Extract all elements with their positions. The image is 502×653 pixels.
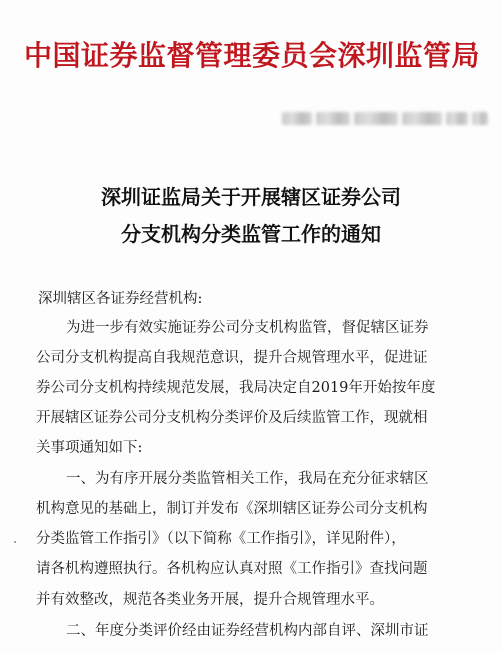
notice-title-line-1: 深圳证监局关于开展辖区证券公司	[101, 185, 401, 209]
redaction-block	[316, 112, 350, 125]
salutation: 深圳辖区各证券经营机构:	[38, 291, 203, 307]
body-line: 开展辖区证券公司分支机构分类评价及后续监管工作，现就相	[36, 410, 428, 426]
redaction-block	[472, 112, 488, 125]
redaction-block	[446, 112, 468, 125]
body-line: 为进一步有效实施证券公司分支机构监管，督促辖区证券	[66, 320, 429, 336]
body-line: 机构意见的基础上，制订并发布《深圳辖区证券公司分支机构	[36, 501, 428, 517]
redaction-block	[402, 112, 442, 125]
body-line: 并有效整改，规范各类业务开展，提升合规管理水平。	[36, 592, 384, 608]
body-line: 请各机构遵照执行。各机构应认真对照《工作指引》查找问题	[36, 561, 428, 577]
scan-speck	[14, 541, 16, 543]
redacted-document-number	[282, 110, 488, 126]
redaction-block	[354, 112, 398, 125]
letterhead-title: 中国证券监督管理委员会深圳监管局	[24, 39, 481, 72]
body-line: 公司分支机构提高自我规范意识，提升合规管理水平，促进证	[36, 350, 428, 366]
body-line: 二、年度分类评价经由证券经营机构内部自评、深圳市证	[66, 623, 429, 639]
body-line: 关事项通知如下:	[36, 440, 143, 456]
notice-title-line-2: 分支机构分类监管工作的通知	[121, 222, 381, 246]
body-line: 分类监管工作指引》（以下简称《工作指引》，详见附件），	[36, 531, 406, 547]
body-line: 券公司分支机构持续规范发展，我局决定自2019年开始按年度	[36, 380, 436, 396]
redaction-block	[282, 112, 312, 125]
body-line: 一、为有序开展分类监管相关工作，我局在充分征求辖区	[66, 471, 429, 487]
